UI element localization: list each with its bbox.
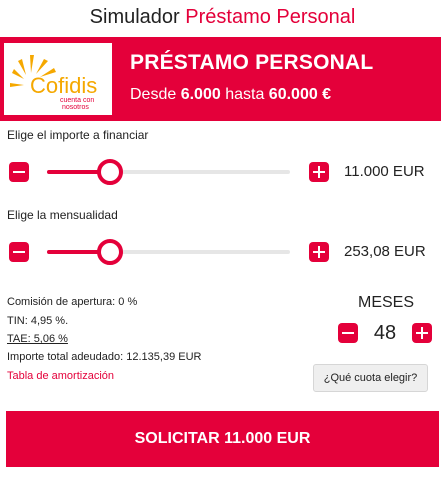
title-accent: Préstamo Personal xyxy=(185,6,356,28)
solicitar-button[interactable]: SOLICITAR 11.000 EUR xyxy=(6,411,439,467)
banner-range xyxy=(130,86,331,104)
mensualidad-slider-track[interactable] xyxy=(47,250,290,254)
mensualidad-slider-row xyxy=(7,238,437,266)
importe-plus-button[interactable] xyxy=(309,162,329,182)
importe-slider-thumb[interactable] xyxy=(97,159,123,185)
importe-label: Elige el importe a financiar xyxy=(7,128,149,142)
amortization-table-link[interactable]: Tabla de amortización xyxy=(7,370,115,382)
logo-wordmark: Cofidis xyxy=(30,73,98,98)
importe-total-label: Importe total adeudado: xyxy=(7,351,124,363)
title-plain: Simulador xyxy=(89,6,180,28)
importe-value: 11.000 EUR xyxy=(344,163,425,180)
cofidis-logo xyxy=(4,43,112,115)
importe-slider-track[interactable] xyxy=(47,170,290,174)
mensualidad-slider-thumb[interactable] xyxy=(97,239,123,265)
comision-row xyxy=(7,296,137,308)
range-mid: hasta xyxy=(225,86,265,103)
meses-stepper xyxy=(338,321,432,345)
range-from: Desde xyxy=(130,86,177,103)
meses-label: MESES xyxy=(358,294,415,311)
simulator-title xyxy=(0,6,445,29)
mensualidad-label: Elige la mensualidad xyxy=(7,208,118,222)
importe-total-value: 12.135,39 EUR xyxy=(126,351,202,363)
importe-minus-button[interactable] xyxy=(9,162,29,182)
meses-plus-button[interactable] xyxy=(412,323,432,343)
importe-total-row xyxy=(7,351,201,363)
tin-text: TIN: 4,95 %. xyxy=(7,315,69,327)
cuota-help-button[interactable]: ¿Qué cuota elegir? xyxy=(313,364,428,392)
mensualidad-plus-button[interactable] xyxy=(309,242,329,262)
comision-value: 0 % xyxy=(118,296,138,308)
logo-tagline-1: cuenta con xyxy=(60,97,95,104)
mensualidad-minus-button[interactable] xyxy=(9,242,29,262)
mensualidad-value: 253,08 EUR xyxy=(344,243,426,260)
comision-label: Comisión de apertura: xyxy=(7,296,116,308)
product-banner xyxy=(0,37,441,121)
importe-slider-row xyxy=(7,158,437,186)
logo-tagline-2: nosotros xyxy=(62,104,89,111)
tae-text: TAE: 5,06 % xyxy=(7,333,68,345)
range-max: 60.000 € xyxy=(268,86,332,103)
banner-title: PRÉSTAMO PERSONAL xyxy=(130,51,374,74)
meses-value: 48 xyxy=(373,322,397,344)
range-min: 6.000 xyxy=(180,86,221,103)
